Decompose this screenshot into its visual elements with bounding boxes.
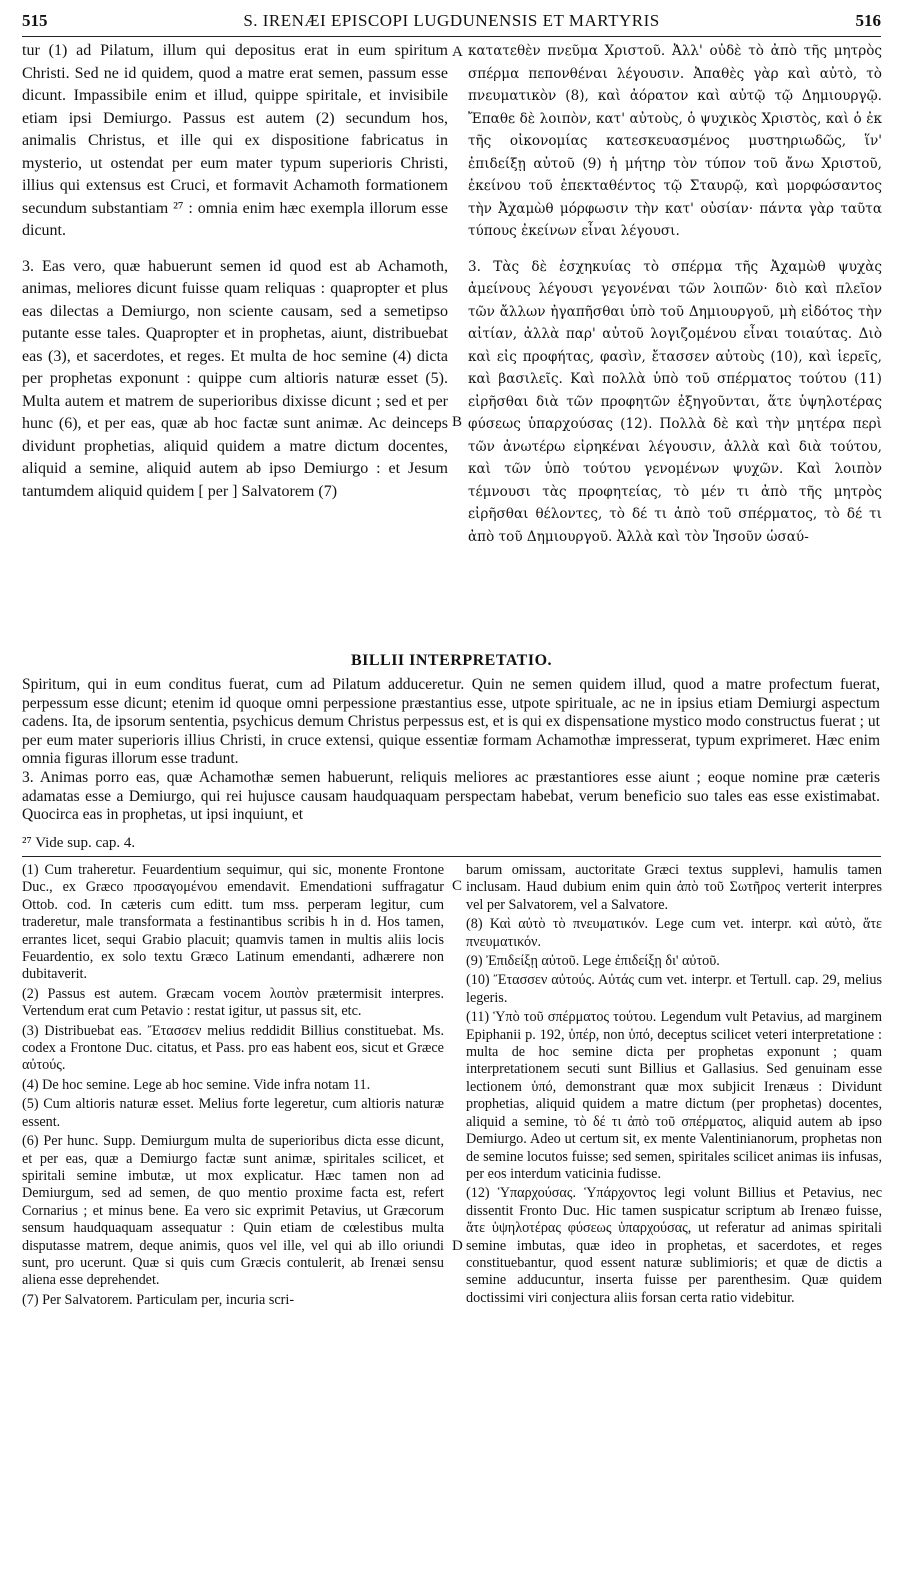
page-number-right: 516 [855,11,881,30]
greek-column [468,40,882,646]
notes-left-column [22,862,444,1562]
footnote: (6) Per hunc. Supp. Demiurgum multa de superioribus dicta esse dicunt, et per eas, quæ a Demiurgo factæ sunt animæ, spiritales scilicet, et spiritali semine imbutæ, ut mox explicatur. Hæc tamen non ad Demiurgum, sed ad semen, de quo mentio proxime facta est, refert Cornarius ; et minus bene. Ea vero sic exprimit Petavius, ut Græcorum sensum haudquaquam assequatur : Quin etiam de cœlestibus multa disputasse matrem, deque animis, quos vel ille, vel qui ab illo oriundi sunt, pro ucerunt. Quæ si quis cum Græcis contulerit, ab Irenæi sensu aliena esse deprehendet. [22,1133,444,1289]
notes-divider [22,856,881,857]
footnote: (12) Ὑπαρχούσας. Ὑπάρχοντος legi volunt Billius et Petavius, nec dissentit Fronto Duc. Hic tamen suspicatur scriptum ab Irenæo fuisse, ἅτε ὑψηλοτέρας φύσεως ὑπαρχούσας, ut referatur ad animas spiritali semine imbutas, quæ ideo in prophetas, et sacerdotes, et reges constituebantur, quod essent naturæ sublimioris; et quæ de dictis a semine adducuntur, inserta fuisse per parenthesim. Quæ quidem doctissimi viri conjectura aliis forsan certa ratio videbitur. [466,1185,882,1306]
margin-letter-c: C [452,878,463,894]
footnote: barum omissam, auctoritate Græci textus supplevi, hamulis tamen inclusam. Haud dubium enim quin ἀπὸ τοῦ Σωτῆρος verterit interpres vel per Salvatorem, vel a Salvatore. [466,862,882,913]
footnote: (11) Ὑπὸ τοῦ σπέρματος τούτου. Legendum vult Petavius, ad marginem Epiphanii p. 192, ὑπέρ, non ὑπό, deceptus scilicet veteri interpretatione : multa de hoc semine dicta per prophetas exponunt ; quam interpretationem secuti sunt Billius et Gallasius. Sed genuinam esse lectionem ὑπό, demonstrant quæ mox subjicit Irenæus : Dividunt prophetias, aliquid quidem a matre dictum (per prophetas) docentes, aliquid a semine, τὸ δέ τι ἀπὸ τοῦ σπέρματος, aliquid autem ab ipso Demiurgo. Adeo ut certum sit, ex mente Valentinianorum, prophetas non de semine locutos fuisse; sed semen, spiritales scilicet animas iis infusas, per eos interdum vaticinia fudisse. [466,1009,882,1182]
footnote: (1) Cum traheretur. Feuardentium sequimur, qui sic, monente Frontone Duc., ex Græco προσαγομένου emendavit. Emendationi suffragatur Ottob. cod. In cæteris cum editt. tum mss. perperam legitur, cum traderetur, male transformata a festinantibus scribis h in d. Hos tamen, errantes licet, sequi Grabio placuit; quamvis tamen in multis aliis locis Feuardentio, ex solo textu Græco Latinum emendanti, adhærere non dubitaverit. [22,862,444,983]
cross-reference: ²⁷ Vide sup. cap. 4. [22,835,136,851]
footnote: (7) Per Salvatorem. Particulam per, incuria scri- [22,1291,295,1308]
running-head [22,6,881,37]
footnote: (3) Distribuebat eas. Ἔτασσεν melius reddidit Billius constituebat. Ms. codex a Frontone Duc. citatus, et Pass. pro eas habent eos, sicut et Græce αὐτούς. [22,1022,444,1074]
footnote: (2) Passus est autem. Græcam vocem λοιπὸν prætermisit interpres. Vertendum erat cum Petavio : restat igitur, ut passus sit, etc. [22,985,444,1020]
footnote: (8) Καὶ αὐτὸ τὸ πνευματικόν. Lege cum vet. interpr. καὶ αὐτὸ, ἅτε πνευματικόν. [466,916,882,950]
margin-letter-b: B [452,414,463,430]
latin-paragraph: 3. Eas vero, quæ habuerunt semen id quod est ab Achamoth, animas, meliores dicunt fuisse quam reliquas : quapropter et plus eas dilectas a Demiurgo, non sciente causam, sed a semetipso putante esse tales. Quapropter et in prophetas, aiunt, distribuebat eas (3), et sacerdotes, et reges. Et multa de hoc semine (4) dicta per prophetas exponunt : quippe cum altioris naturæ esset (5). Multa autem et matrem de superioribus dixisse dicunt ; sed et per hunc (6), et per eas, quæ ab hoc factæ sunt animæ. Ac deinceps dividunt prophetias, aliquid quidem a matre dictum docentes, aliquid a semine, aliquid autem ab ipso Demiurgo : et Jesum tantumdem aliquid quidem [ per ] Salvatorem (7) [22,257,448,500]
footnote: (10) Ἔτασσεν αὐτούς. Αὐτάς cum vet. interpr. et Tertull. cap. 29, melius legeris. [466,972,882,1006]
page-number-left: 515 [22,11,48,30]
greek-paragraph: κατατεθὲν πνεῦμα Χριστοῦ. Ἀλλ' οὐδὲ τὸ ἀπὸ τῆς μητρὸς σπέρμα πεπονθέναι λέγουσιν. Ἀπαθὲς γὰρ καὶ αὐτὸ, τὸ πνευματικὸν (8), καὶ ἀόρατον καὶ αὐτῷ τῷ Δημιουργῷ. Ἔπαθε δὲ λοιπὸν, κατ' αὐτοὺς, ὁ ψυχικὸς Χριστὸς, καὶ ὁ ἐκ τῆς οἰκονομίας κατεσκευασμένος μυστηριωδῶς, ἵν' ἐπιδείξῃ αὐτοῦ (9) ἡ μήτηρ τὸν τύπον τοῦ ἄνω Χριστοῦ, ἐκείνου τοῦ ἐπεκταθέντος τῷ Σταυρῷ, καὶ μορφώσαντος τὴν Ἀχαμὼθ μόρφωσιν τὴν κατ' οὐσίαν· πάντα γὰρ ταῦτα τύπους ἐκείνων εἶναι λέγουσι. [468,43,882,239]
margin-letter-a: A [452,44,463,60]
billii-paragraph: 3. Animas porro eas, quæ Achamothæ semen habuerunt, reliquis meliores ac præstantiores esse aiunt ; eoque nomine præ cæteris adamatas esse a Demiurgo, qui rei hujusce causam haudquaquam perspectam habebat, verum beneficio suo tales eas esse existimabat. Quocirca eas in prophetas, ut ipsi inquiunt, et [22,768,880,824]
footnote: (9) Ἐπιδείξῃ αὐτοῦ. Lege ἐπιδείξῃ δι' αὐτοῦ. [466,953,720,970]
footnote: (4) De hoc semine. Lege ab hoc semine. Vide infra notam 11. [22,1076,371,1093]
notes-right-column [466,862,882,1562]
running-title: S. IRENÆI EPISCOPI LUGDUNENSIS ET MARTYRIS [243,11,660,30]
billii-heading: BILLII INTERPRETATIO. [350,652,553,669]
latin-paragraph: tur (1) ad Pilatum, illum qui depositus erat in eum spiritum Christi. Sed ne id quidem, quod a matre erat semen, passum esse dicunt. Impassibile enim et illud, quippe spiritale, et invisibile etiam ipsi Demiurgo. Passus est autem (2) secundum hos, animalis Christus, et ille qui ex dispositione fabricatus in mysterio, ut ostendat per eum mater typum superioris Christi, illius qui extensus est Cruci, et formavit Achamoth formationem secundum substantiam ²⁷ : omnia enim hæc exempla illorum esse dicunt. [22,42,448,239]
greek-paragraph: 3. Τὰς δὲ ἐσχηκυίας τὸ σπέρμα τῆς Ἀχαμὼθ ψυχὰς ἀμείνους λέγουσι γεγονέναι τῶν λοιπῶν· διὸ καὶ πλεῖον τῶν ἄλλων ἠγαπῆσθαι ὑπὸ τοῦ Δημιουργοῦ, μὴ εἰδότος τὴν αἰτίαν, ἀλλὰ παρ' αὐτοῦ λογιζομένου εἶναι τοιαύτας. Διὸ καὶ εἰς προφήτας, φασὶν, ἔτασσεν αὐτοὺς (10), καὶ ἱερεῖς, καὶ βασιλεῖς. Καὶ πολλὰ ὑπὸ τοῦ σπέρματος τούτου (11) εἰρῆσθαι διὰ τῶν προφητῶν ἐξηγοῦνται, ἅτε ὑψηλοτέρας φύσεως ὑπαρχούσας (12). Πολλὰ δὲ καὶ τὴν μητέρα περὶ τῶν ἀνωτέρω εἰρηκέναι λέγουσιν, ἀλλὰ καὶ διὰ τούτου, καὶ τῶν ὑπὸ τούτου γενομένων ψυχῶν. Καὶ λοιπὸν τέμνουσι τὰς προφητείας, τὸ μέν τι ἀπὸ τῆς μητρὸς εἰρῆσθαι θέλοντες, τὸ δέ τι ἀπὸ τοῦ σπέρματος, τὸ δέ τι ἀπὸ τοῦ Δημιουργοῦ. Ἀλλὰ καὶ τὸν Ἰησοῦν ὡσαύ- [468,258,882,545]
footnote: (5) Cum altioris naturæ esset. Melius forte legeretur, cum altioris naturæ essent. [22,1096,444,1130]
margin-letter-d: D [452,1238,463,1254]
latin-column [22,40,448,646]
billii-paragraph: Spiritum, qui in eum conditus fuerat, cum ad Pilatum adduceretur. Quin ne semen quidem illud, quod a matre profectum fuerat, perpessum esse dicunt; etenim id quoque omni perpessione præstantius esse, utpote spirituale, ac ne in ipsius etiam Demiurgi aspectum cadens. Ita, de ipsorum sententia, psychicus demum Christus perpessus est, et is qui ex dispensatione mystico modo constructus fuerat ; ut per eum mater superioris illius Christi, in cruce extensi, quique essentiæ formam Achamothæ impresserat, typum exprimeret. Hæc enim omnia figuras illorum esse tradunt. [22,676,880,768]
billii-interpretation [22,676,880,836]
